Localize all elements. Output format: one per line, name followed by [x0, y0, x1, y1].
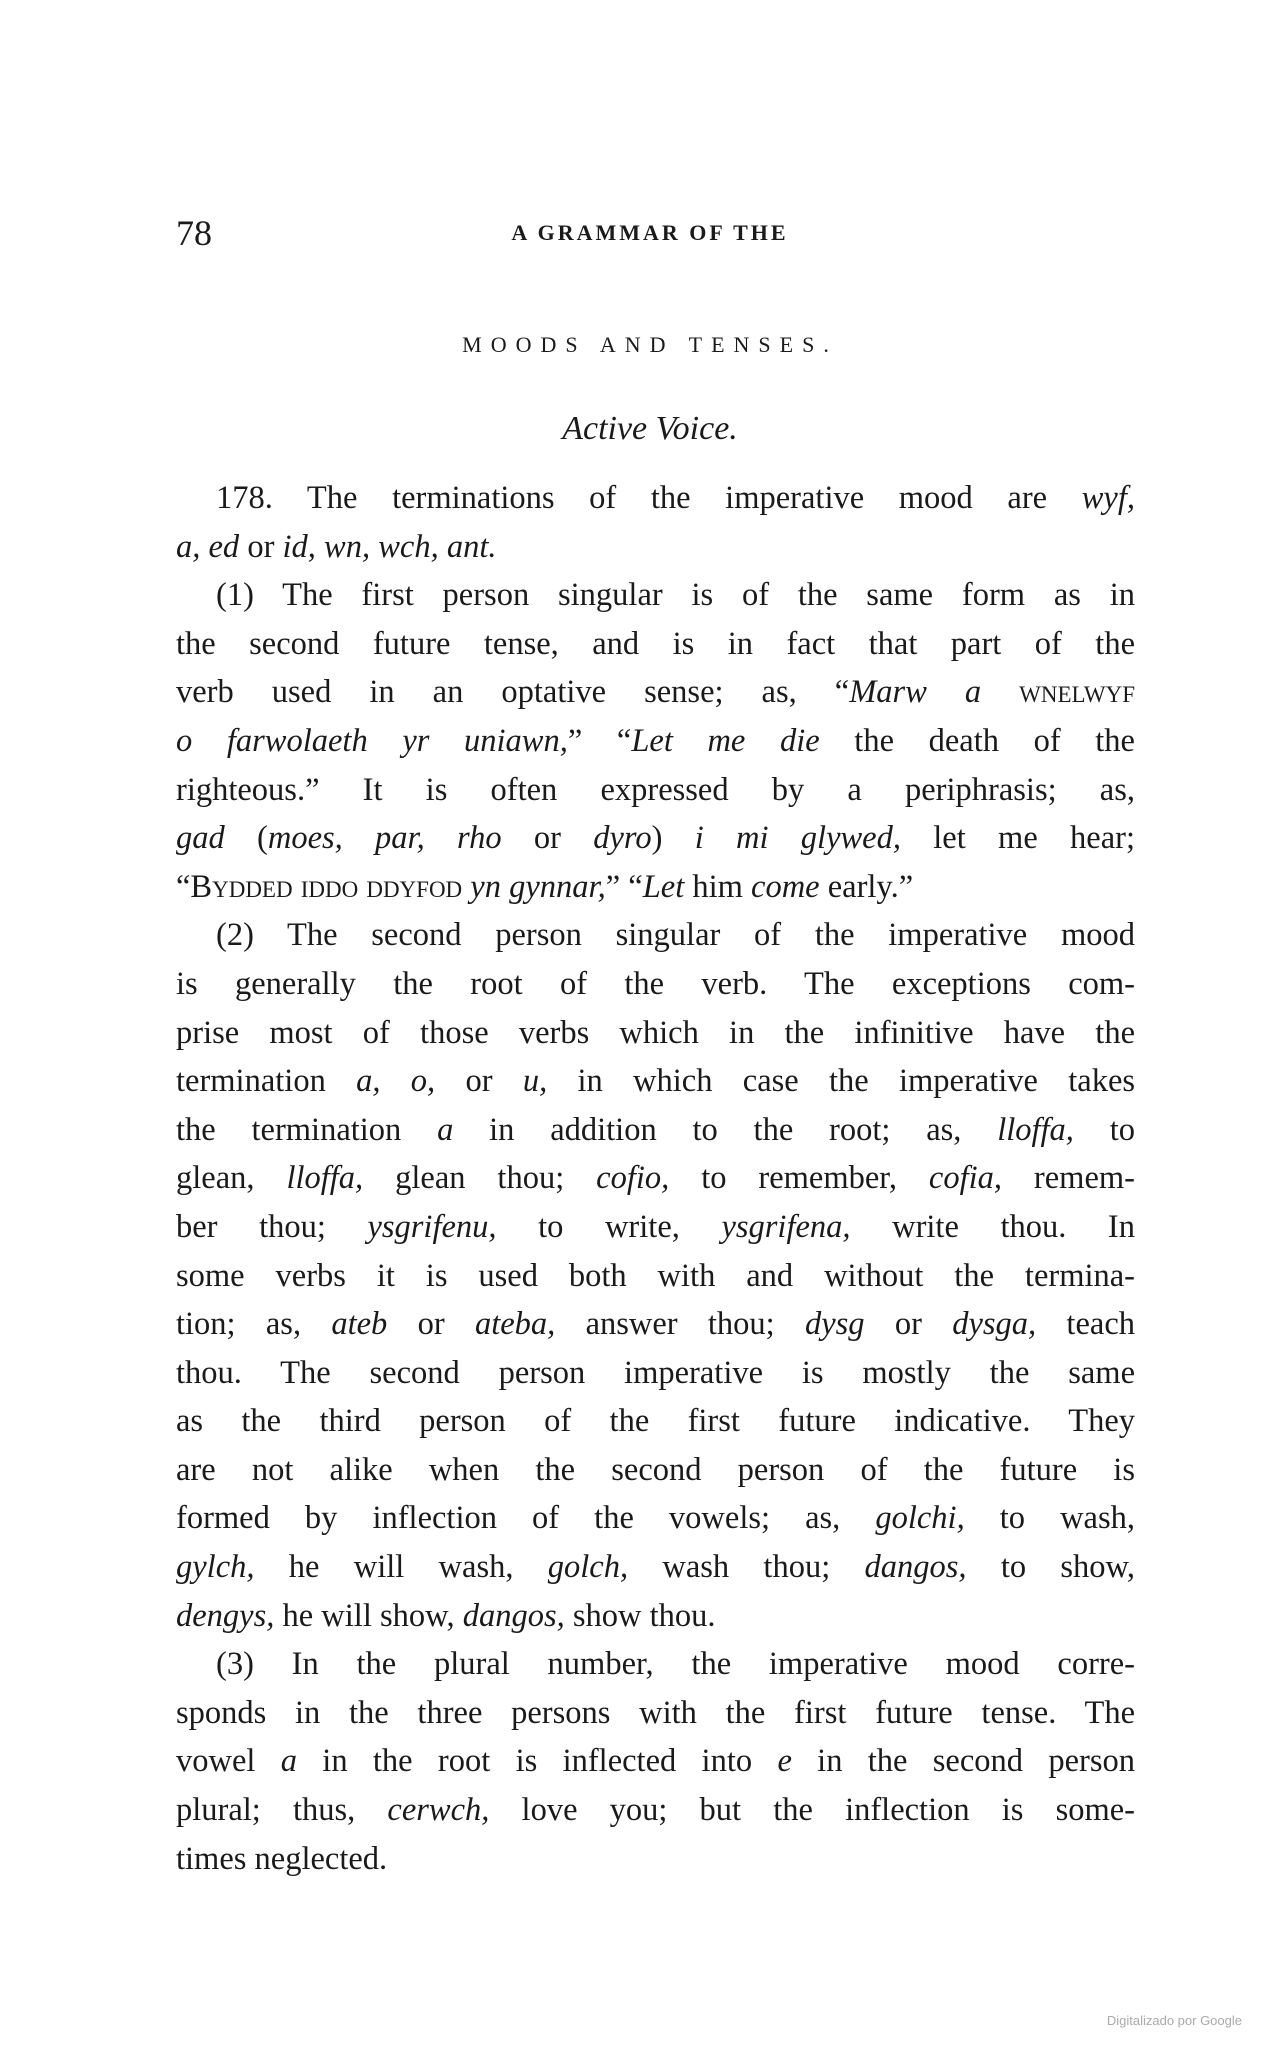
text-line	[176, 1397, 1135, 1446]
italic-term: ysgrifenu,	[367, 1208, 497, 1245]
text-line	[176, 1494, 1135, 1543]
text-line	[176, 571, 1135, 620]
text-segment: formed by inflection of the vowels; as,	[176, 1500, 876, 1537]
italic-term: yn gynnar,	[462, 868, 606, 905]
italic-term: dangos,	[462, 1597, 565, 1634]
text-line	[176, 1252, 1135, 1301]
text-segment: 178. The terminations of the imperative mood are	[216, 480, 1082, 516]
text-segment: he will wash,	[254, 1549, 548, 1586]
italic-term: u,	[522, 1063, 548, 1100]
italic-term: lloffa,	[286, 1160, 364, 1197]
italic-term: moes, par, rho	[267, 820, 502, 857]
text-segment: (1) The first person singular is of the same form as in	[216, 577, 1135, 614]
text-segment: )	[651, 820, 695, 857]
italic-term: ateb	[331, 1306, 388, 1343]
body-text	[176, 474, 1135, 1883]
text-line	[176, 523, 1135, 572]
italic-term: gylch,	[176, 1549, 255, 1586]
text-segment: the death of the	[819, 722, 1135, 759]
italic-term: wyf,	[1081, 480, 1135, 516]
text-segment: in which case the imperative takes	[547, 1063, 1136, 1100]
text-line	[176, 1737, 1135, 1786]
text-line	[176, 960, 1135, 1009]
text-segment: prise most of those verbs which in the infinitive have the	[176, 1014, 1135, 1051]
text-segment: ber thou;	[176, 1208, 368, 1245]
text-line	[176, 1543, 1135, 1592]
section-title: MOODS AND TENSES.	[462, 332, 838, 357]
text-segment: glean thou;	[363, 1160, 597, 1197]
text-segment: or	[239, 528, 283, 565]
italic-term: dysg	[804, 1306, 865, 1343]
text-line	[176, 1009, 1135, 1058]
italic-term: Let me die	[631, 722, 820, 759]
italic-term: cofia,	[928, 1160, 1002, 1197]
text-segment: some verbs it is used both with and without the termina-	[176, 1257, 1135, 1294]
italic-term: Let	[642, 868, 685, 905]
italic-term: cerwch,	[387, 1792, 490, 1829]
text-segment: are not alike when the second person of the future is	[176, 1451, 1135, 1488]
text-segment: teach	[1036, 1306, 1135, 1343]
text-segment: answer thou;	[555, 1306, 805, 1343]
text-line	[176, 1349, 1135, 1398]
text-segment: termination	[176, 1063, 357, 1100]
italic-term: Marw a	[849, 674, 982, 711]
italic-term: a	[280, 1743, 297, 1780]
text-line	[176, 1446, 1135, 1495]
text-line	[176, 766, 1135, 815]
text-line	[176, 1203, 1135, 1252]
italic-term: dysga,	[952, 1306, 1037, 1343]
small-caps-text: wnelwyf	[981, 674, 1136, 711]
text-segment: the termination	[176, 1111, 438, 1148]
text-segment: to remember,	[669, 1160, 929, 1197]
text-line	[176, 717, 1135, 766]
text-line	[176, 911, 1135, 960]
text-segment: ” “	[567, 722, 632, 759]
text-segment: to show,	[966, 1549, 1135, 1586]
text-line	[176, 474, 1135, 523]
page-number: 78	[176, 213, 212, 253]
scan-watermark: Digitalizado por Google	[1106, 2013, 1242, 2028]
text-segment: verb used in an optative sense; as, “	[176, 674, 850, 711]
text-segment: as the third person of the first future indicative. They	[176, 1403, 1135, 1440]
text-segment: thou. The second person imperative is mostly the same	[176, 1354, 1135, 1391]
italic-term: golch,	[547, 1549, 629, 1586]
text-segment: the second future tense, and is in fact that part of the	[176, 625, 1135, 662]
italic-term: come	[751, 868, 820, 905]
text-segment: him	[684, 868, 752, 905]
text-segment: show thou.	[564, 1597, 716, 1634]
text-segment: to write,	[496, 1208, 722, 1245]
small-caps-text: “Bydded iddo ddyfod	[176, 868, 463, 905]
text-segment: vowel	[176, 1743, 281, 1780]
italic-term: dengys,	[176, 1597, 275, 1634]
text-line	[176, 668, 1135, 717]
italic-term: a, o,	[356, 1063, 436, 1100]
text-line	[176, 1592, 1135, 1641]
text-segment: glean,	[176, 1160, 287, 1197]
text-line	[176, 1786, 1135, 1835]
italic-term: a, ed	[176, 528, 240, 565]
italic-term: gad	[176, 820, 225, 857]
text-segment: remem-	[1002, 1160, 1135, 1197]
text-line	[176, 1835, 1135, 1884]
text-segment: wash thou;	[628, 1549, 865, 1586]
text-segment: he will show,	[274, 1597, 463, 1634]
text-segment: to wash,	[964, 1500, 1136, 1537]
italic-term: dyro	[593, 820, 652, 857]
text-segment: write thou. In	[850, 1208, 1135, 1245]
text-segment: plural; thus,	[176, 1792, 388, 1829]
text-segment: or	[501, 820, 594, 857]
italic-term: id, wn, wch, ant.	[282, 528, 497, 565]
text-line	[176, 1154, 1135, 1203]
text-segment: is generally the root of the verb. The exceptions com-	[176, 965, 1135, 1002]
text-line	[176, 1689, 1135, 1738]
text-line	[176, 1640, 1135, 1689]
text-segment: ” “	[605, 868, 643, 905]
italic-term: cofio,	[596, 1160, 670, 1197]
text-segment: love you; but the inflection is some-	[489, 1792, 1135, 1829]
italic-term: e	[777, 1743, 792, 1780]
text-segment: sponds in the three persons with the first future tense. The	[176, 1694, 1135, 1731]
italic-term: o farwolaeth yr uniawn,	[176, 722, 568, 759]
text-segment: or	[435, 1063, 523, 1100]
text-segment: early.”	[819, 868, 914, 905]
text-segment: in the second person	[791, 1743, 1135, 1780]
text-segment: (2) The second person singular of the imperative mood	[216, 917, 1135, 954]
text-line	[176, 814, 1135, 863]
text-segment: in addition to the root; as,	[453, 1111, 998, 1148]
text-line	[176, 1300, 1135, 1349]
text-line	[176, 863, 1135, 912]
text-segment: to	[1073, 1111, 1135, 1148]
text-segment: (3) In the plural number, the imperative mood corre-	[216, 1646, 1135, 1683]
italic-term: lloffa,	[997, 1111, 1074, 1148]
italic-term: ateba,	[474, 1306, 556, 1343]
text-line	[176, 1106, 1135, 1155]
text-segment: times neglected.	[176, 1840, 388, 1877]
italic-term: ysgrifena,	[721, 1208, 851, 1245]
text-line	[176, 620, 1135, 669]
text-segment: or	[387, 1306, 475, 1343]
subsection-title: Active Voice.	[562, 410, 738, 447]
italic-term: a	[437, 1111, 454, 1148]
text-segment: tion; as,	[176, 1306, 332, 1343]
text-line	[176, 1057, 1135, 1106]
text-segment: or	[864, 1306, 953, 1343]
italic-term: i mi glywed,	[694, 820, 901, 857]
text-segment: (	[224, 820, 268, 857]
text-segment: let me hear;	[900, 820, 1135, 857]
italic-term: dangos,	[864, 1549, 967, 1586]
text-segment: righteous.” It is often expressed by a periphrasis; as,	[176, 771, 1135, 808]
italic-term: golchi,	[875, 1500, 965, 1537]
running-title: A GRAMMAR OF THE	[511, 220, 789, 245]
text-segment: in the root is inflected into	[297, 1743, 778, 1780]
